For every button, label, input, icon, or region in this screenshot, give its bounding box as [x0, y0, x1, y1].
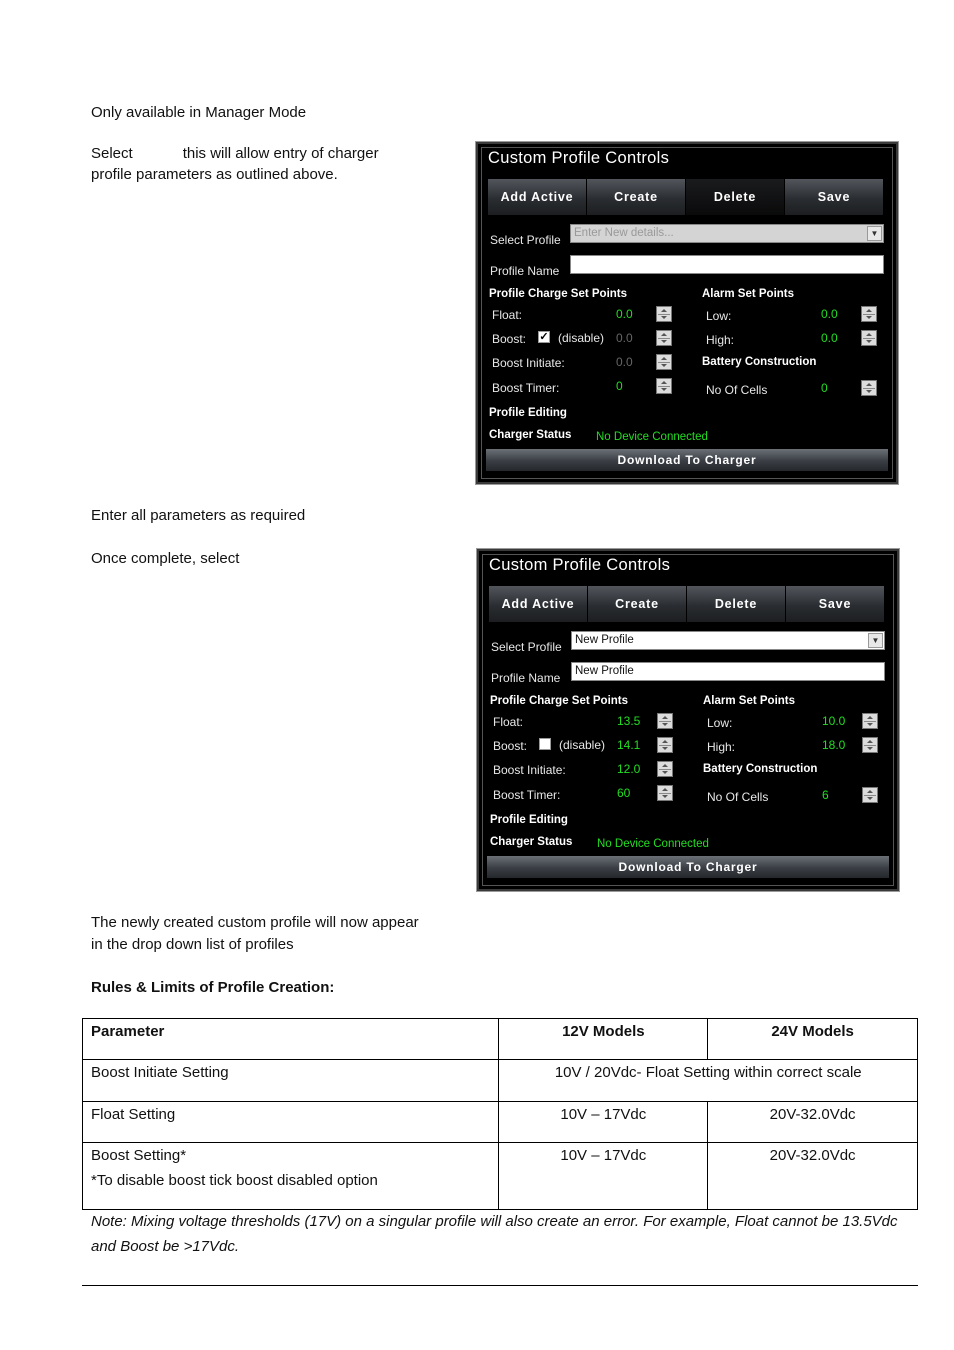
footer-divider [82, 1285, 918, 1286]
boost-initiate-label: Boost Initiate: [493, 763, 566, 777]
enter-params-text: Enter all parameters as required [91, 507, 306, 524]
add-active-button[interactable]: Add Active [489, 586, 588, 622]
newly-created-line2: in the drop down list of profiles [91, 936, 294, 953]
header-24v: 24V Models [708, 1019, 918, 1060]
charger-status-label: Charger Status [489, 429, 572, 441]
no-of-cells-value[interactable]: 6 [822, 788, 829, 802]
header-parameter: Parameter [83, 1019, 499, 1060]
alarm-low-value[interactable]: 0.0 [821, 307, 838, 321]
boost-initiate-spinner[interactable] [656, 354, 672, 370]
boost-label: Boost: [493, 739, 528, 753]
boost-timer-spinner[interactable] [656, 378, 672, 394]
float-value[interactable]: 13.5 [617, 714, 641, 728]
alarm-set-points-heading: Alarm Set Points [703, 695, 796, 707]
boost-disable-checkbox[interactable] [539, 738, 551, 750]
no-of-cells-label: No Of Cells [707, 790, 769, 804]
alarm-high-spinner[interactable] [861, 330, 877, 346]
boost-initiate-spinner[interactable] [657, 761, 673, 777]
alarm-high-label: High: [707, 740, 736, 754]
charge-set-points-heading: Profile Charge Set Points [490, 695, 629, 707]
charge-set-points-heading: Profile Charge Set Points [489, 288, 628, 300]
boost-value[interactable]: 0.0 [616, 331, 633, 345]
alarm-high-spinner[interactable] [862, 737, 878, 753]
boost-disable-checkbox[interactable]: ✓ [539, 331, 549, 343]
panel-title: Custom Profile Controls [488, 149, 670, 167]
boost-initiate-value[interactable]: 0.0 [616, 355, 633, 369]
select-profile-label: Select Profile [491, 640, 562, 654]
panel-title: Custom Profile Controls [489, 556, 671, 574]
select-profile-value: Enter New details... [574, 227, 674, 239]
value-24v-cell: 20V-32.0Vdc [708, 1102, 918, 1143]
float-label: Float: [492, 308, 523, 322]
table-row [83, 1060, 918, 1102]
boost-disable-label: (disable) [558, 331, 605, 345]
no-of-cells-label: No Of Cells [706, 383, 768, 397]
rules-table [82, 1018, 918, 1210]
battery-construction-heading: Battery Construction [702, 356, 817, 368]
rules-heading: Rules & Limits of Profile Creation: [91, 979, 335, 996]
merged-value-cell: 10V / 20Vdc- Float Setting within correct scale [499, 1060, 918, 1102]
boost-initiate-label: Boost Initiate: [492, 356, 565, 370]
alarm-low-label: Low: [706, 309, 732, 323]
value-12v-cell: 10V – 17Vdc [499, 1143, 708, 1210]
profile-editing-heading: Profile Editing [490, 814, 568, 826]
profile-name-label: Profile Name [490, 264, 560, 278]
alarm-high-value[interactable]: 0.0 [821, 331, 838, 345]
profile-name-input[interactable] [570, 255, 884, 274]
alarm-high-label: High: [706, 333, 735, 347]
boost-timer-spinner[interactable] [657, 785, 673, 801]
boost-timer-label: Boost Timer: [493, 788, 561, 802]
boost-value[interactable]: 14.1 [617, 738, 641, 752]
download-to-charger-button[interactable]: Download To Charger [487, 856, 889, 878]
create-button[interactable]: Create [588, 586, 687, 622]
no-of-cells-spinner[interactable] [861, 380, 877, 396]
add-active-button[interactable]: Add Active [488, 179, 587, 215]
alarm-high-value[interactable]: 18.0 [822, 738, 846, 752]
delete-button[interactable]: Delete [686, 179, 785, 215]
boost-spinner[interactable] [656, 330, 672, 346]
boost-timer-value[interactable]: 60 [617, 786, 631, 800]
param-name: Boost Setting* [91, 1147, 187, 1164]
boost-initiate-value[interactable]: 12.0 [617, 762, 641, 776]
no-of-cells-spinner[interactable] [862, 787, 878, 803]
download-to-charger-button[interactable]: Download To Charger [486, 449, 888, 471]
manager-mode-note: Only available in Manager Mode [91, 104, 307, 121]
select-profile-dropdown[interactable] [571, 631, 885, 650]
param-cell: Boost Initiate Setting [83, 1060, 499, 1102]
table-header-row [83, 1019, 918, 1060]
no-of-cells-value[interactable]: 0 [821, 381, 828, 395]
select-instruction-line2: profile parameters as outlined above. [91, 166, 338, 183]
create-button[interactable]: Create [587, 179, 686, 215]
save-button[interactable]: Save [785, 179, 884, 215]
alarm-low-label: Low: [707, 716, 733, 730]
boost-spinner[interactable] [657, 737, 673, 753]
charger-status-label: Charger Status [490, 836, 573, 848]
custom-profile-panel-empty [476, 142, 898, 484]
action-tab-bar [488, 179, 884, 215]
charger-status-value: No Device Connected [597, 838, 709, 850]
newly-created-line1: The newly created custom profile will now appear [91, 914, 419, 931]
boost-timer-label: Boost Timer: [492, 381, 560, 395]
select-profile-value: New Profile [575, 634, 634, 646]
boost-timer-value[interactable]: 0 [616, 379, 623, 393]
float-spinner[interactable] [657, 713, 673, 729]
param-cell [83, 1143, 499, 1210]
profile-name-label: Profile Name [491, 671, 561, 685]
alarm-low-value[interactable]: 10.0 [822, 714, 846, 728]
table-row [83, 1143, 918, 1210]
param-footnote: *To disable boost tick boost disabled option [91, 1172, 378, 1189]
alarm-set-points-heading: Alarm Set Points [702, 288, 795, 300]
mixing-voltage-note: Note: Mixing voltage thresholds (17V) on a singular profile will also create an error. For example, Float cannot be 13.5Vdc and Boost be >17Vdc. [91, 1213, 898, 1255]
profile-name-input[interactable] [571, 662, 885, 681]
charger-status-value: No Device Connected [596, 431, 708, 443]
value-24v-cell: 20V-32.0Vdc [708, 1143, 918, 1210]
alarm-low-spinner[interactable] [861, 306, 877, 322]
profile-name-value: New Profile [575, 665, 634, 677]
boost-disable-label: (disable) [559, 738, 606, 752]
profile-editing-heading: Profile Editing [489, 407, 567, 419]
once-complete-text: Once complete, select [91, 550, 240, 567]
boost-label: Boost: [492, 332, 527, 346]
float-label: Float: [493, 715, 524, 729]
chevron-down-icon[interactable]: ▼ [867, 226, 882, 241]
float-value[interactable]: 0.0 [616, 307, 633, 321]
select-profile-label: Select Profile [490, 233, 561, 247]
custom-profile-panel-filled [477, 549, 899, 891]
alarm-low-spinner[interactable] [862, 713, 878, 729]
table-row [83, 1102, 918, 1143]
float-spinner[interactable] [656, 306, 672, 322]
delete-button[interactable]: Delete [687, 586, 786, 622]
battery-construction-heading: Battery Construction [703, 763, 818, 775]
param-cell: Float Setting [83, 1102, 499, 1143]
select-profile-dropdown[interactable] [570, 224, 884, 243]
action-tab-bar [489, 586, 885, 622]
header-12v: 12V Models [499, 1019, 708, 1060]
select-instruction-line1: Select this will allow entry of charger [91, 145, 379, 162]
chevron-down-icon[interactable]: ▼ [868, 633, 883, 648]
save-button[interactable]: Save [786, 586, 885, 622]
value-12v-cell: 10V – 17Vdc [499, 1102, 708, 1143]
